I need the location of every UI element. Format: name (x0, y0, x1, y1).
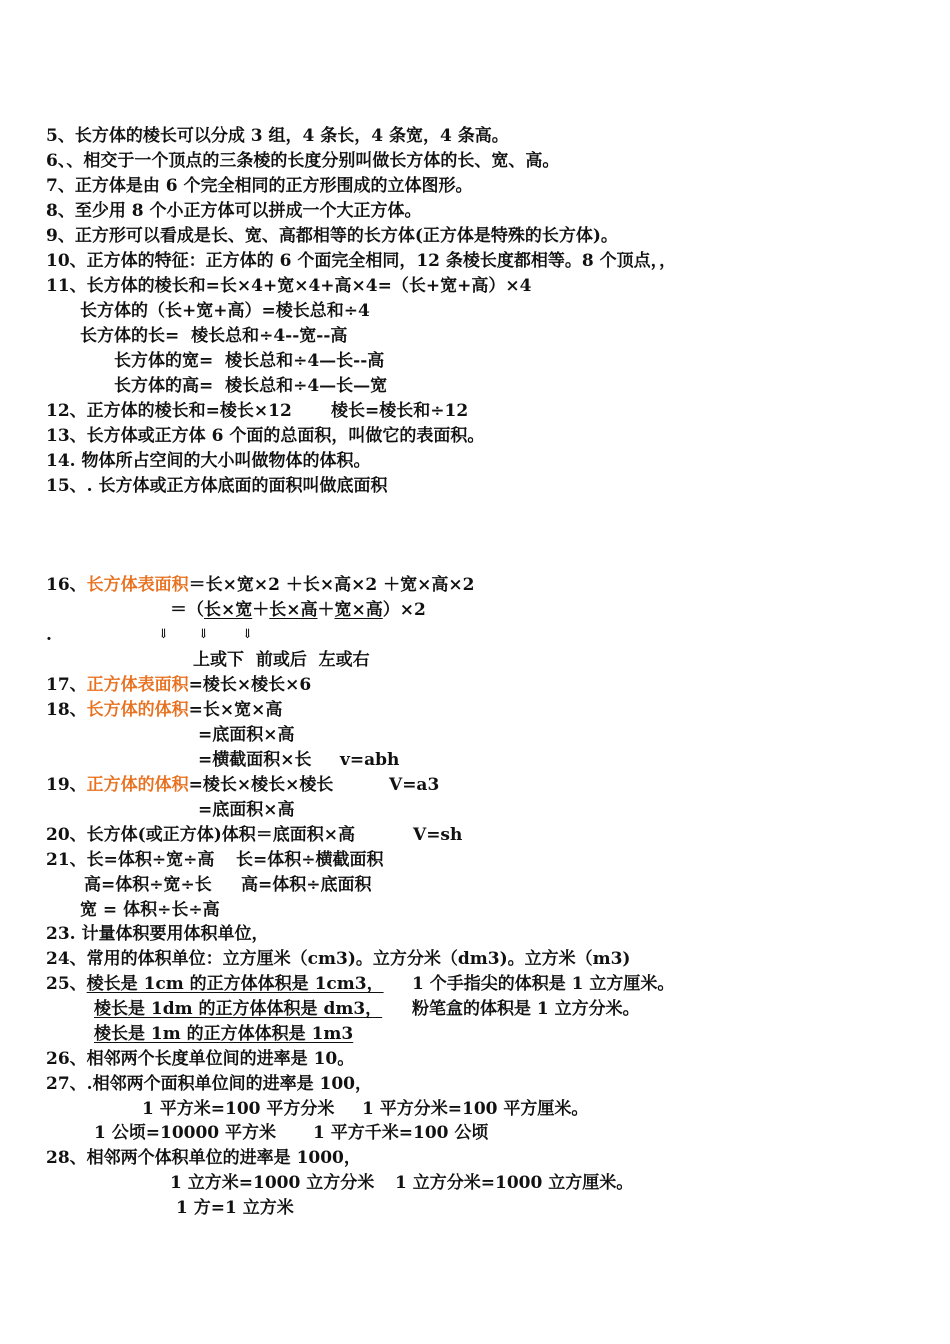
item-27-text-c: 1 公顷=10000 平方米 (94, 1123, 277, 1143)
item-16-l2-close: ）×2 (382, 600, 426, 620)
item-6 (46, 149, 559, 173)
item-25-c (94, 1022, 353, 1046)
item-19-line-2-text: =底面积×高 (198, 800, 295, 820)
item-11-line-a-text: 长方体的（长+宽+高）=棱长总和÷4 (80, 301, 370, 321)
item-27-text-a: 1 平方米=100 平方分米 (142, 1099, 335, 1119)
item-17-term: 正方体表面积 (86, 675, 189, 695)
item-18-line-2-text: =底面积×高 (198, 725, 295, 745)
item-6-text: 6、、相交于一个顶点的三条棱的长度分别叫做长方体的长、宽、高。 (46, 151, 560, 171)
item-16 (46, 573, 474, 597)
item-28-text: 28、相邻两个体积单位的进率是 1000， (46, 1148, 361, 1168)
item-15 (46, 474, 388, 498)
item-26-text: 26、相邻两个长度单位间的进率是 10。 (46, 1049, 355, 1069)
item-18-abbr-text: v=abh (340, 750, 400, 770)
item-18 (46, 698, 282, 722)
item-14-text: 14. 物体所占空间的大小叫做物体的体积。 (46, 451, 371, 471)
item-21-text-b: 长=体积÷横截面积 (236, 850, 384, 870)
item-27-text-b: 1 平方分米=100 平方厘米。 (362, 1099, 589, 1119)
item-5-text: 5、长方体的棱长可以分成 3 组，4 条长，4 条宽，4 条高。 (46, 126, 509, 146)
item-16-l2-term-b: 长×高 (269, 600, 318, 620)
item-25-note-a (412, 972, 674, 996)
item-19-abbr (389, 773, 439, 797)
item-24 (46, 947, 630, 971)
item-27-text-d: 1 平方千米=100 公顷 (313, 1123, 489, 1143)
item-8-text: 8、至少用 8 个小正方体可以拼成一个大正方体。 (46, 201, 422, 221)
item-11-line-c (114, 349, 384, 373)
item-21 (46, 848, 214, 872)
item-11-line-c-text: 长方体的宽= 棱长总和÷4—长--高 (114, 351, 385, 371)
item-19 (46, 773, 333, 797)
item-12-text-a: 12、正方体的棱长和=棱长×12 (46, 401, 292, 421)
item-28-b (395, 1171, 633, 1195)
item-12-text-b: 棱长=棱长和÷12 (331, 401, 469, 421)
item-28-text-c: 1 方=1 立方米 (176, 1198, 294, 1218)
item-25 (46, 972, 384, 996)
item-27-b (362, 1097, 588, 1121)
item-20 (46, 823, 355, 847)
arrow-down-icon: ⇓ (198, 627, 209, 642)
item-11-line-d-text: 长方体的高= 棱长总和÷4—长—宽 (114, 376, 388, 396)
item-11-line-d (114, 374, 387, 398)
item-21-c (84, 873, 212, 897)
item-17-formula: =棱长×棱长×6 (188, 675, 312, 695)
item-18-abbr (340, 748, 399, 772)
item-8 (46, 199, 422, 223)
item-19-formula: =棱长×棱长×棱长 (188, 775, 334, 795)
item-11 (46, 274, 531, 298)
item-15-text: 15、. 长方体或正方体底面的面积叫做底面积 (46, 476, 388, 496)
item-19-line-2 (198, 798, 295, 822)
item-9 (46, 224, 618, 248)
item-27-text: 27、.相邻两个面积单位间的进率是 100， (46, 1074, 372, 1094)
item-27 (46, 1072, 372, 1096)
item-20-abbr-text: V=sh (413, 825, 463, 845)
item-19-abbr-text: V=a3 (389, 775, 440, 795)
item-13-text: 13、长方体或正方体 6 个面的总面积，叫做它的表面积。 (46, 426, 485, 446)
item-18-number: 18、 (46, 700, 87, 720)
item-19-number: 19、 (46, 775, 87, 795)
item-16-dot-text: . (46, 625, 52, 645)
item-17 (46, 673, 311, 697)
item-16-l2-term-c: 宽×高 (334, 600, 383, 620)
item-10 (46, 249, 676, 273)
item-18-line-3-text: =横截面积×长 (198, 750, 312, 770)
item-16-faces-text: 上或下 前或后 左或右 (193, 650, 370, 670)
item-21-text-c: 高=体积÷宽÷长 (84, 875, 212, 895)
item-25-note-a-text: 1 个手指尖的体积是 1 立方厘米。 (412, 974, 675, 994)
item-25-b (94, 997, 382, 1021)
item-19-term: 正方体的体积 (86, 775, 189, 795)
item-28-text-a: 1 立方米=1000 立方分米 (170, 1173, 375, 1193)
item-12-b (331, 399, 468, 423)
item-25-line-c: 棱长是 1m 的正方体体积是 1m3 (94, 1024, 354, 1044)
item-16-l2-plus-1: ＋ (252, 600, 270, 620)
item-18-term: 长方体的体积 (86, 700, 189, 720)
item-21-text-e: 宽 = 体积÷长÷高 (80, 900, 220, 920)
item-16-term: 长方体表面积 (86, 575, 189, 595)
item-25-note-b (412, 997, 640, 1021)
item-28 (46, 1146, 361, 1170)
item-11-line-b-text: 长方体的长= 棱长总和÷4--宽--高 (80, 326, 348, 346)
item-16-line-2 (170, 598, 426, 622)
item-7-text: 7、正方体是由 6 个完全相同的正方形围成的立体图形。 (46, 176, 473, 196)
item-25-line-b: 棱长是 1dm 的正方体体积是 dm3， (94, 999, 383, 1019)
item-7 (46, 174, 473, 198)
item-14 (46, 449, 371, 473)
item-25-note-b-text: 粉笔盒的体积是 1 立方分米。 (412, 999, 640, 1019)
item-12 (46, 399, 292, 423)
item-16-formula: ＝长×宽×2 ＋长×高×2 ＋宽×高×2 (188, 575, 475, 595)
item-27-d (313, 1121, 488, 1145)
item-21-text-a: 21、长=体积÷宽÷高 (46, 850, 215, 870)
item-27-a (142, 1097, 334, 1121)
item-10-text: 10、正方体的特征：正方体的 6 个面完全相同，12 条棱长度都相等。8 个顶点，， (46, 251, 677, 271)
item-16-l2-term-a: 长×宽 (204, 600, 253, 620)
item-18-formula: =长×宽×高 (188, 700, 283, 720)
item-21-text-d: 高=体积÷底面积 (241, 875, 372, 895)
item-23 (46, 922, 269, 946)
item-16-number: 16、 (46, 575, 87, 595)
item-21-e (80, 898, 220, 922)
item-16-faces (193, 648, 370, 672)
item-26 (46, 1047, 354, 1071)
item-16-l2-plus-2: ＋ (317, 600, 335, 620)
item-28-c (176, 1196, 294, 1220)
item-28-text-b: 1 立方分米=1000 立方厘米。 (395, 1173, 634, 1193)
item-21-b (236, 848, 384, 872)
arrow-down-icon: ⇓ (158, 627, 169, 642)
item-20-abbr (413, 823, 462, 847)
item-11-line-a (80, 299, 370, 323)
item-24-text: 24、常用的体积单位：立方厘米（cm3)。立方分米（dm3)。立方米（m3) (46, 949, 631, 969)
item-23-text: 23. 计量体积要用体积单位， (46, 924, 269, 944)
item-28-a (170, 1171, 374, 1195)
item-25-line-a: 棱长是 1cm 的正方体体积是 1cm3， (86, 974, 384, 994)
item-9-text: 9、正方形可以看成是长、宽、高都相等的长方体(正方体是特殊的长方体)。 (46, 226, 618, 246)
item-27-c (94, 1121, 276, 1145)
item-5 (46, 124, 509, 148)
item-25-number: 25、 (46, 974, 87, 994)
arrow-down-icon: ⇓ (242, 627, 253, 642)
item-13 (46, 424, 484, 448)
item-11-text: 11、长方体的棱长和=长×4+宽×4+高×4=（长+宽+高）×4 (46, 276, 532, 296)
item-16-dot (46, 623, 52, 647)
item-11-line-b (80, 324, 347, 348)
item-16-l2-open: ＝（ (170, 600, 204, 620)
item-18-line-2 (198, 723, 295, 747)
item-18-line-3 (198, 748, 312, 772)
item-17-number: 17、 (46, 675, 87, 695)
item-20-text: 20、长方体(或正方体)体积＝底面积×高 (46, 825, 355, 845)
item-21-d (241, 873, 372, 897)
